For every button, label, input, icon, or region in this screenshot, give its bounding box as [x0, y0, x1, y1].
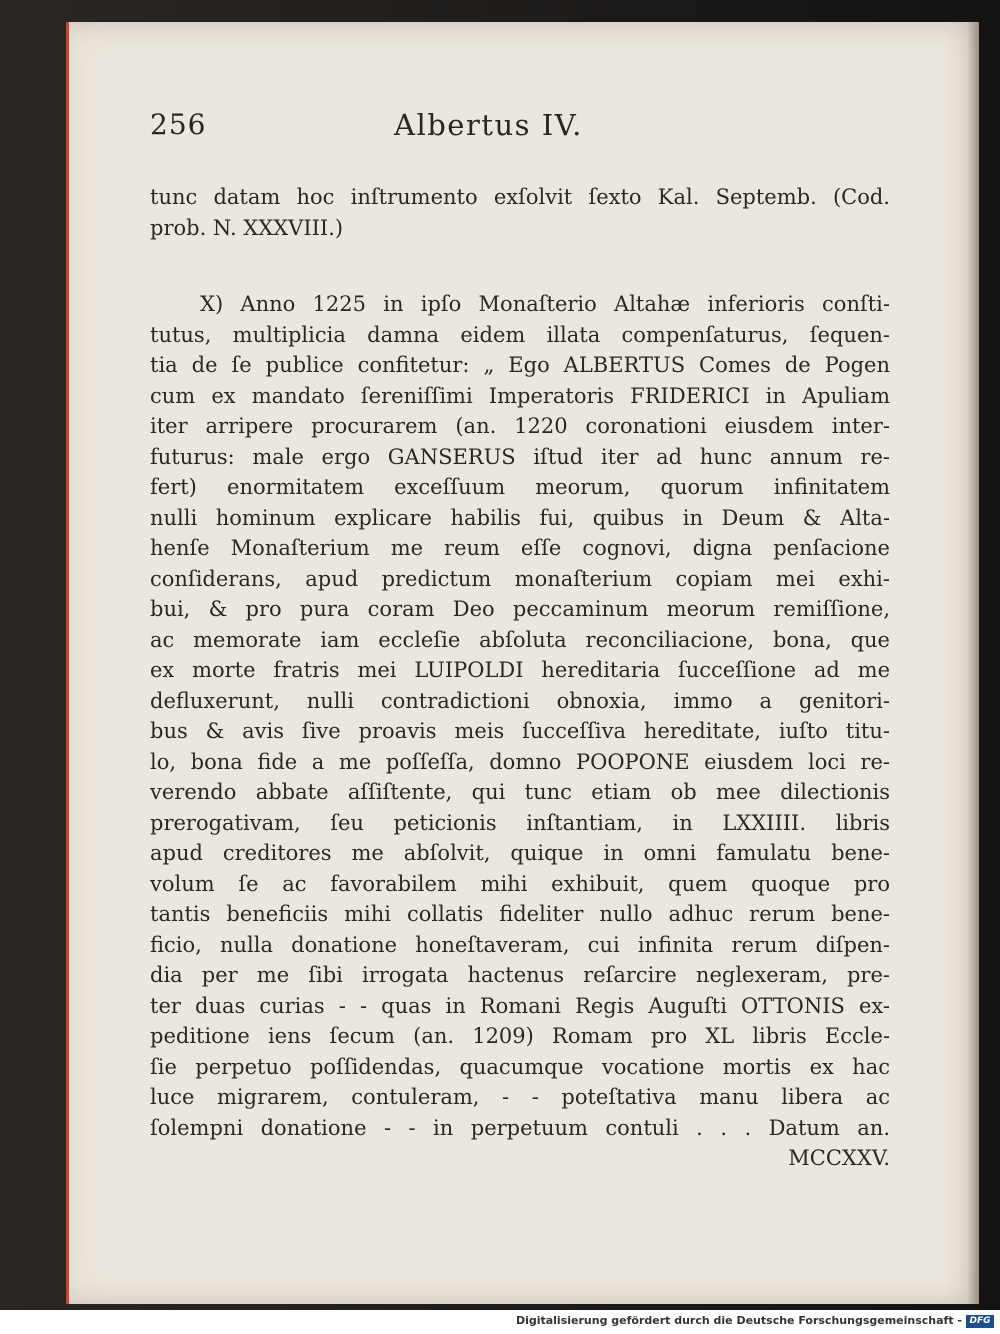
text-line: iter arripere procurarem (an. 1220 coronationi eiusdem inter-: [150, 414, 890, 438]
text-line: ſie perpetuo poſſidendas, quacumque vocatione mortis ex hac: [150, 1054, 890, 1079]
text-line: bui, & pro pura coram Deo peccaminum meorum remiſſione,: [150, 597, 890, 621]
text-line: prerogativam, ſeu peticionis inſtantiam, in LXXIIII. libris: [150, 810, 890, 835]
text-line: cum ex mandato ſereniſſimi Imperatoris FRIDERICI in Apuliam: [150, 383, 890, 408]
text-line: futurus: male ergo GANSERUS iſtud iter ad hunc annum re-: [150, 444, 890, 469]
text-line: fert) enormitatem exceſſuum meorum, quorum infinitatem: [150, 475, 890, 499]
text-line: ex morte fratris mei LUIPOLDI hereditaria ſucceſſione ad me: [150, 658, 890, 682]
text-line: apud creditores me abſolvit, quique in omni famulatu bene-: [150, 841, 890, 865]
text-line: conſiderans, apud predictum monaſterium copiam mei exhi-: [150, 566, 890, 591]
text-line: prob. N. XXXVIII.): [150, 215, 344, 240]
footer-bar: [0, 1310, 1000, 1334]
running-head: [150, 108, 890, 158]
text-line: lo, bona fide a me poſſeſſa, domno POOPONE eiusdem loci re-: [150, 749, 890, 774]
text-line: dia per me ſibi irrogata hactenus reſarcire neglexeram, pre-: [150, 963, 890, 987]
text-line: bus & avis ſive proavis meis ſucceſſiva hereditate, iuſto titu-: [150, 719, 890, 743]
text-line: verendo abbate aſſiſtente, qui tunc etiam ob mee dilectionis: [150, 780, 890, 804]
text-line: MCCXXV.: [788, 1146, 890, 1170]
page-number: 256: [150, 108, 207, 141]
page-gutter-shadow: [967, 22, 979, 1304]
text-line: nulli hominum explicare habilis fui, quibus in Deum & Alta-: [150, 505, 890, 530]
text-line: tia de ſe publice confitetur: „ Ego ALBERTUS Comes de Pogen: [150, 353, 890, 377]
text-line: volum ſe ac favorabilem mihi exhibuit, quem quoque pro: [150, 871, 890, 896]
funding-notice: Digitalisierung gefördert durch die Deutsche Forschungsgemeinschaft -: [515, 1314, 962, 1327]
text-line: tunc datam hoc inſtrumento exſolvit ſexto Kal. Septemb. (Cod.: [150, 185, 890, 209]
text-line: ac memorate iam eccleſie abſoluta reconciliacione, bona, que: [150, 627, 890, 652]
text-line: tantis beneficiis mihi collatis fideliter nullo adhuc rerum bene-: [150, 902, 890, 926]
text-line: tutus, multiplicia damna eidem illata compenſaturus, ſequen-: [150, 322, 890, 347]
text-line: defluxerunt, nulli contradictioni obnoxia, immo a genitori-: [150, 688, 890, 713]
paragraph-gap: [150, 243, 890, 289]
text-line: ficio, nulla donatione honeſtaveram, cui infinita rerum diſpen-: [150, 932, 890, 957]
text-line: peditione iens ſecum (an. 1209) Romam pro XL libris Eccle-: [150, 1024, 890, 1048]
text-line: ſolempni donatione - - in perpetuum contuli . . . Datum an.: [150, 1115, 890, 1140]
text-line: henſe Monaſterium me reum eſſe cognovi, digna penſacione: [150, 536, 890, 560]
text-line: ter duas curias - - quas in Romani Regis Auguſti OTTONIS ex-: [150, 993, 890, 1018]
text-line: X) Anno 1225 in ipſo Monaſterio Altahæ inferioris conſti-: [200, 292, 890, 316]
dfg-logo: DFG: [966, 1315, 994, 1328]
page-heading: Albertus IV.: [394, 108, 583, 142]
text-line: luce migrarem, contuleram, - - poteſtativa manu libera ac: [150, 1085, 890, 1109]
body-text: [150, 182, 890, 1174]
